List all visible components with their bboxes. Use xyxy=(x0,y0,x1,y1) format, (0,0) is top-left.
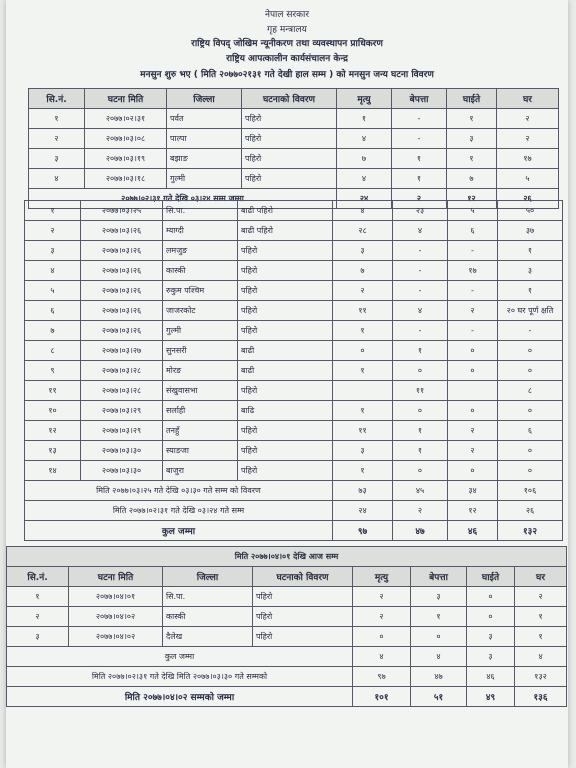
summary-injured: १२ xyxy=(448,501,498,521)
cell-houses: २० घर पूर्ण क्षति xyxy=(498,301,563,321)
col-header-description: घटनाको विवरण xyxy=(253,567,353,587)
cell-date: २०७७।०३।२६ xyxy=(81,301,163,321)
table-row xyxy=(25,301,563,321)
cell-serial: ४ xyxy=(29,169,85,189)
cell-date: २०७७।०३।३० xyxy=(81,461,163,481)
cell-date: २०७७।०३।२६ xyxy=(81,281,163,301)
cell-serial: १ xyxy=(25,201,81,221)
cell-date: २०७७।०३।२७ xyxy=(81,341,163,361)
cell-deaths: ३ xyxy=(333,241,393,261)
cell-description: पहिरो xyxy=(238,381,333,401)
cell-description: पहिरो xyxy=(238,441,333,461)
cell-serial: ४ xyxy=(25,261,81,281)
col-header-date: घटना मिति xyxy=(69,567,163,587)
cell-injured: १७ xyxy=(448,261,498,281)
summary-missing: ४७ xyxy=(411,667,467,687)
summary-injured: ४६ xyxy=(448,521,498,541)
cell-injured: - xyxy=(448,241,498,261)
cell-serial: ११ xyxy=(25,381,81,401)
summary-label: मिति २०७७।०२।३१ गते देखि मिति २०७७।०३।३० गते सम्मको xyxy=(7,667,353,687)
summary-deaths: ४ xyxy=(353,647,411,667)
cell-serial: ८ xyxy=(25,341,81,361)
summary-houses: १३२ xyxy=(498,521,563,541)
cell-date: २०७७।०३।१८ xyxy=(85,169,167,189)
total-injured: १२ xyxy=(447,189,497,209)
header-gov: नेपाल सरकार xyxy=(264,10,310,20)
cell-missing: १ xyxy=(393,341,448,361)
cell-injured: ७ xyxy=(447,169,497,189)
col-header-deaths: मृत्यु xyxy=(353,567,411,587)
table-row xyxy=(25,241,563,261)
summary-missing: ४७ xyxy=(393,521,448,541)
cell-injured: ५ xyxy=(448,201,498,221)
cell-deaths: १ xyxy=(333,321,393,341)
cell-missing: १ xyxy=(392,149,447,169)
cell-injured: - xyxy=(448,321,498,341)
cell-serial: १० xyxy=(25,401,81,421)
summary-missing: २ xyxy=(393,501,448,521)
table-row xyxy=(29,169,559,189)
cell-houses: २ xyxy=(497,109,559,129)
cell-date: २०७७।०४।०२ xyxy=(69,627,163,647)
cell-district: पर्वत xyxy=(167,109,242,129)
table-first-period xyxy=(28,88,559,209)
cell-missing: ४ xyxy=(393,221,448,241)
cell-houses: ५० xyxy=(498,201,563,221)
summary-deaths: ९७ xyxy=(333,521,393,541)
table-second-period xyxy=(24,200,563,541)
cell-houses: ० xyxy=(498,361,563,381)
summary-injured: ४९ xyxy=(467,687,515,707)
cell-district: लमजुङ xyxy=(163,241,238,261)
table-row xyxy=(25,461,563,481)
cell-serial: २ xyxy=(29,129,85,149)
cell-injured xyxy=(448,381,498,401)
summary-label: मिति २०७७।०३।२५ गते देखि ०३।३० गते सम्म को विवरण xyxy=(25,481,333,501)
cell-houses: ० xyxy=(498,401,563,421)
cell-date: २०७७।०२।३१ xyxy=(85,109,167,129)
cell-district: स्याङजा xyxy=(163,441,238,461)
cell-injured: २ xyxy=(448,301,498,321)
header-ministry: गृह मन्त्रालय xyxy=(267,25,307,35)
summary-missing: ४५ xyxy=(393,481,448,501)
cell-district: सि.पा. xyxy=(163,201,238,221)
table-row xyxy=(7,607,567,627)
cell-injured: ३ xyxy=(447,129,497,149)
cell-missing: २३ xyxy=(393,201,448,221)
cell-description: पहिरो xyxy=(242,149,337,169)
cell-injured: ० xyxy=(448,461,498,481)
cell-serial: १४ xyxy=(25,461,81,481)
cell-missing: ० xyxy=(393,461,448,481)
cell-houses: २ xyxy=(497,129,559,149)
cell-houses: ६ xyxy=(498,421,563,441)
cell-district: गुल्मी xyxy=(167,169,242,189)
summary-row xyxy=(7,667,567,687)
cell-deaths: १ xyxy=(333,401,393,421)
cell-description: बाढी xyxy=(238,341,333,361)
summary-row xyxy=(25,521,563,541)
cell-missing: १ xyxy=(393,441,448,461)
table-row xyxy=(25,361,563,381)
cell-missing: ३ xyxy=(411,587,467,607)
cell-description: पहिरो xyxy=(238,421,333,441)
cell-missing: - xyxy=(393,281,448,301)
col-header-date: घटना मिति xyxy=(85,89,167,109)
table-row xyxy=(25,441,563,461)
cell-serial: ९ xyxy=(25,361,81,381)
cell-date: २०७७।०३।२५ xyxy=(81,201,163,221)
cell-district: तनहुँ xyxy=(163,421,238,441)
cell-missing: - xyxy=(393,241,448,261)
cell-houses: ८ xyxy=(498,381,563,401)
col-header-missing: बेपत्ता xyxy=(411,567,467,587)
cell-houses: - xyxy=(498,321,563,341)
cell-serial: ६ xyxy=(25,301,81,321)
cell-deaths: ४ xyxy=(337,169,392,189)
cell-district: सर्लाही xyxy=(163,401,238,421)
summary-deaths: ७३ xyxy=(333,481,393,501)
table-row xyxy=(25,321,563,341)
cell-deaths: १ xyxy=(337,109,392,129)
cell-description: पहिरो xyxy=(238,301,333,321)
cell-deaths: ११ xyxy=(333,301,393,321)
cell-injured: - xyxy=(448,281,498,301)
summary-label: मिति २०७७।०४।०२ सम्मको जम्मा xyxy=(7,687,353,707)
cell-deaths: २ xyxy=(353,607,411,627)
cell-missing: ११ xyxy=(393,381,448,401)
cell-missing: १ xyxy=(392,169,447,189)
cell-district: जाजरकोट xyxy=(163,301,238,321)
cell-injured: ० xyxy=(448,401,498,421)
table-row xyxy=(29,129,559,149)
cell-deaths: १ xyxy=(333,461,393,481)
cell-deaths: ७ xyxy=(337,149,392,169)
cell-missing: - xyxy=(392,109,447,129)
cell-deaths: ७ xyxy=(333,261,393,281)
cell-district: कास्की xyxy=(163,261,238,281)
cell-serial: १३ xyxy=(25,441,81,461)
col-header-missing: बेपत्ता xyxy=(392,89,447,109)
cell-houses: १ xyxy=(515,627,567,647)
cell-serial: ३ xyxy=(25,241,81,261)
cell-serial: ५ xyxy=(25,281,81,301)
cell-date: २०७७।०३।१९ xyxy=(85,149,167,169)
col-header-serial: सि.नं. xyxy=(7,567,69,587)
cell-missing: - xyxy=(393,321,448,341)
summary-row xyxy=(7,647,567,667)
cell-district: कास्की xyxy=(163,607,253,627)
table-row xyxy=(25,281,563,301)
cell-district: सि.पा. xyxy=(163,587,253,607)
cell-date: २०७७।०३।२६ xyxy=(81,261,163,281)
table-row xyxy=(7,627,567,647)
cell-date: २०७७।०३।३० xyxy=(81,441,163,461)
cell-serial: १२ xyxy=(25,421,81,441)
cell-date: २०७७।०४।०२ xyxy=(69,607,163,627)
cell-deaths: ४ xyxy=(337,129,392,149)
header-centre: राष्ट्रिय आपत्कालीन कार्यसंचालन केन्द्र xyxy=(226,54,348,64)
cell-description: बाढी पहिरो xyxy=(238,221,333,241)
cell-houses: ० xyxy=(498,341,563,361)
summary-row xyxy=(25,501,563,521)
table3-title-row xyxy=(7,547,567,567)
cell-injured: ० xyxy=(467,607,515,627)
cell-missing: १ xyxy=(393,421,448,441)
cell-description: पहिरो xyxy=(238,321,333,341)
cell-missing: ४ xyxy=(393,301,448,321)
cell-description: पहिरो xyxy=(238,281,333,301)
table-row xyxy=(29,149,559,169)
cell-deaths: २ xyxy=(333,281,393,301)
cell-description: पहिरो xyxy=(253,587,353,607)
cell-date: २०७७।०३।२६ xyxy=(81,221,163,241)
cell-district: म्याग्दी xyxy=(163,221,238,241)
col-header-injured: घाईते xyxy=(467,567,515,587)
summary-missing: ४ xyxy=(411,647,467,667)
cell-district: संखुवासभा xyxy=(163,381,238,401)
cell-description: बाढि xyxy=(238,401,333,421)
cell-missing: - xyxy=(392,129,447,149)
cell-district: पाल्पा xyxy=(167,129,242,149)
summary-injured: ४६ xyxy=(467,667,515,687)
cell-district: बाजुरा xyxy=(163,461,238,481)
col-header-deaths: मृत्यु xyxy=(337,89,392,109)
cell-houses: २ xyxy=(515,587,567,607)
cell-district: बझाङ xyxy=(167,149,242,169)
summary-row xyxy=(25,481,563,501)
col-header-injured: घाईते xyxy=(447,89,497,109)
summary-deaths: १०१ xyxy=(353,687,411,707)
cell-date: २०७७।०४।०१ xyxy=(69,587,163,607)
header-report-title: मनसुन शुरु भए ( मिति २०७७०२१३१ गते देखी हाल सम्म ) को मनसुन जन्य घटना विवरण xyxy=(140,70,434,80)
cell-date: २०७७।०३।२९ xyxy=(81,421,163,441)
total-houses: २६ xyxy=(497,189,559,209)
cell-description: पहिरो xyxy=(242,129,337,149)
cell-deaths: ० xyxy=(353,627,411,647)
table-third-period xyxy=(6,546,567,707)
cell-serial: ३ xyxy=(7,627,69,647)
table-row xyxy=(25,221,563,241)
cell-date: २०७७।०३।२८ xyxy=(81,381,163,401)
table-row xyxy=(25,201,563,221)
cell-date: २०७७।०३।२८ xyxy=(81,361,163,381)
cell-description: पहिरो xyxy=(238,241,333,261)
cell-missing: ० xyxy=(411,627,467,647)
cell-district: गुल्मी xyxy=(163,321,238,341)
summary-row xyxy=(7,687,567,707)
cell-injured: १ xyxy=(447,109,497,129)
cell-district: दैलेख xyxy=(163,627,253,647)
col-header-houses: घर xyxy=(515,567,567,587)
cell-description: पहिरो xyxy=(238,261,333,281)
summary-injured: ३४ xyxy=(448,481,498,501)
cell-houses: १७ xyxy=(497,149,559,169)
cell-houses: ५ xyxy=(497,169,559,189)
cell-houses: ३७ xyxy=(498,221,563,241)
summary-houses: १०६ xyxy=(498,481,563,501)
cell-district: सुनसरी xyxy=(163,341,238,361)
header-authority: राष्ट्रिय विपद् जोखिम न्यूनीकरण तथा व्यवस्थापन प्राधिकरण xyxy=(191,39,383,49)
cell-houses: ० xyxy=(498,461,563,481)
cell-injured: १ xyxy=(447,149,497,169)
table3-header-row xyxy=(7,567,567,587)
col-header-district: जिल्ला xyxy=(167,89,242,109)
cell-injured: २ xyxy=(448,421,498,441)
col-header-serial: सि.नं. xyxy=(29,89,85,109)
table-row xyxy=(25,421,563,441)
cell-houses: ३ xyxy=(498,261,563,281)
table-header-row xyxy=(29,89,559,109)
cell-date: २०७७।०३।२९ xyxy=(81,401,163,421)
summary-label: कुल जम्मा xyxy=(7,647,353,667)
cell-deaths: २८ xyxy=(333,221,393,241)
summary-houses: २६ xyxy=(498,501,563,521)
cell-description: पहिरो xyxy=(253,607,353,627)
table-row xyxy=(7,587,567,607)
cell-injured: ३ xyxy=(467,627,515,647)
summary-houses: १३२ xyxy=(515,667,567,687)
summary-houses: १३६ xyxy=(515,687,567,707)
summary-houses: ४ xyxy=(515,647,567,667)
cell-district: मोरङ xyxy=(163,361,238,381)
summary-deaths: २४ xyxy=(333,501,393,521)
summary-deaths: ९७ xyxy=(353,667,411,687)
total-deaths: २४ xyxy=(337,189,392,209)
cell-serial: ३ xyxy=(29,149,85,169)
table-row xyxy=(25,341,563,361)
cell-missing: १ xyxy=(411,607,467,627)
cell-description: बाढी xyxy=(238,361,333,381)
cell-injured: ६ xyxy=(448,221,498,241)
cell-description: पहिरो xyxy=(238,461,333,481)
summary-label: मिति २०७७।०२।३१ गते देखि ०३।२४ गते सम्म xyxy=(25,501,333,521)
total-missing: २ xyxy=(392,189,447,209)
cell-district: रुकुम पश्चिम xyxy=(163,281,238,301)
cell-missing: ० xyxy=(393,361,448,381)
cell-injured: ० xyxy=(448,341,498,361)
cell-deaths: ११ xyxy=(333,421,393,441)
col-header-description: घटनाको विवरण xyxy=(242,89,337,109)
cell-deaths: २ xyxy=(353,587,411,607)
cell-injured: ० xyxy=(448,361,498,381)
cell-description: पहिरो xyxy=(253,627,353,647)
cell-date: २०७७।०३।०८ xyxy=(85,129,167,149)
cell-serial: १ xyxy=(29,109,85,129)
table1-total-label: २०७७।०२।३१ गते देखि ०३।२४ सम्म जम्मा xyxy=(29,189,337,209)
cell-deaths: ० xyxy=(333,341,393,361)
col-header-district: जिल्ला xyxy=(163,567,253,587)
cell-deaths: १ xyxy=(333,361,393,381)
cell-serial: २ xyxy=(25,221,81,241)
table3-title: मिति २०७७।०४।०१ देखि आज सम्म xyxy=(7,547,567,567)
cell-serial: २ xyxy=(7,607,69,627)
document-sheet xyxy=(6,0,568,768)
table-row xyxy=(25,381,563,401)
table-row xyxy=(25,401,563,421)
cell-description: पहिरो xyxy=(242,109,337,129)
cell-missing: ० xyxy=(393,401,448,421)
cell-injured: २ xyxy=(448,441,498,461)
cell-houses: १ xyxy=(498,241,563,261)
cell-houses: ० xyxy=(498,441,563,461)
cell-date: २०७७।०३।२६ xyxy=(81,241,163,261)
cell-date: २०७७।०३।२६ xyxy=(81,321,163,341)
col-header-houses: घर xyxy=(497,89,559,109)
cell-deaths: ४ xyxy=(333,201,393,221)
cell-deaths: ३ xyxy=(333,441,393,461)
cell-missing: - xyxy=(393,261,448,281)
cell-description: बाढी पहिरो xyxy=(238,201,333,221)
table-row xyxy=(29,109,559,129)
cell-description: पहिरो xyxy=(242,169,337,189)
summary-missing: ५१ xyxy=(411,687,467,707)
table-row xyxy=(25,261,563,281)
cell-houses: १ xyxy=(498,281,563,301)
cell-deaths xyxy=(333,381,393,401)
cell-serial: १ xyxy=(7,587,69,607)
cell-houses: १ xyxy=(515,607,567,627)
cell-serial: ७ xyxy=(25,321,81,341)
summary-label: कुल जम्मा xyxy=(25,521,333,541)
cell-injured: ० xyxy=(467,587,515,607)
summary-injured: ३ xyxy=(467,647,515,667)
